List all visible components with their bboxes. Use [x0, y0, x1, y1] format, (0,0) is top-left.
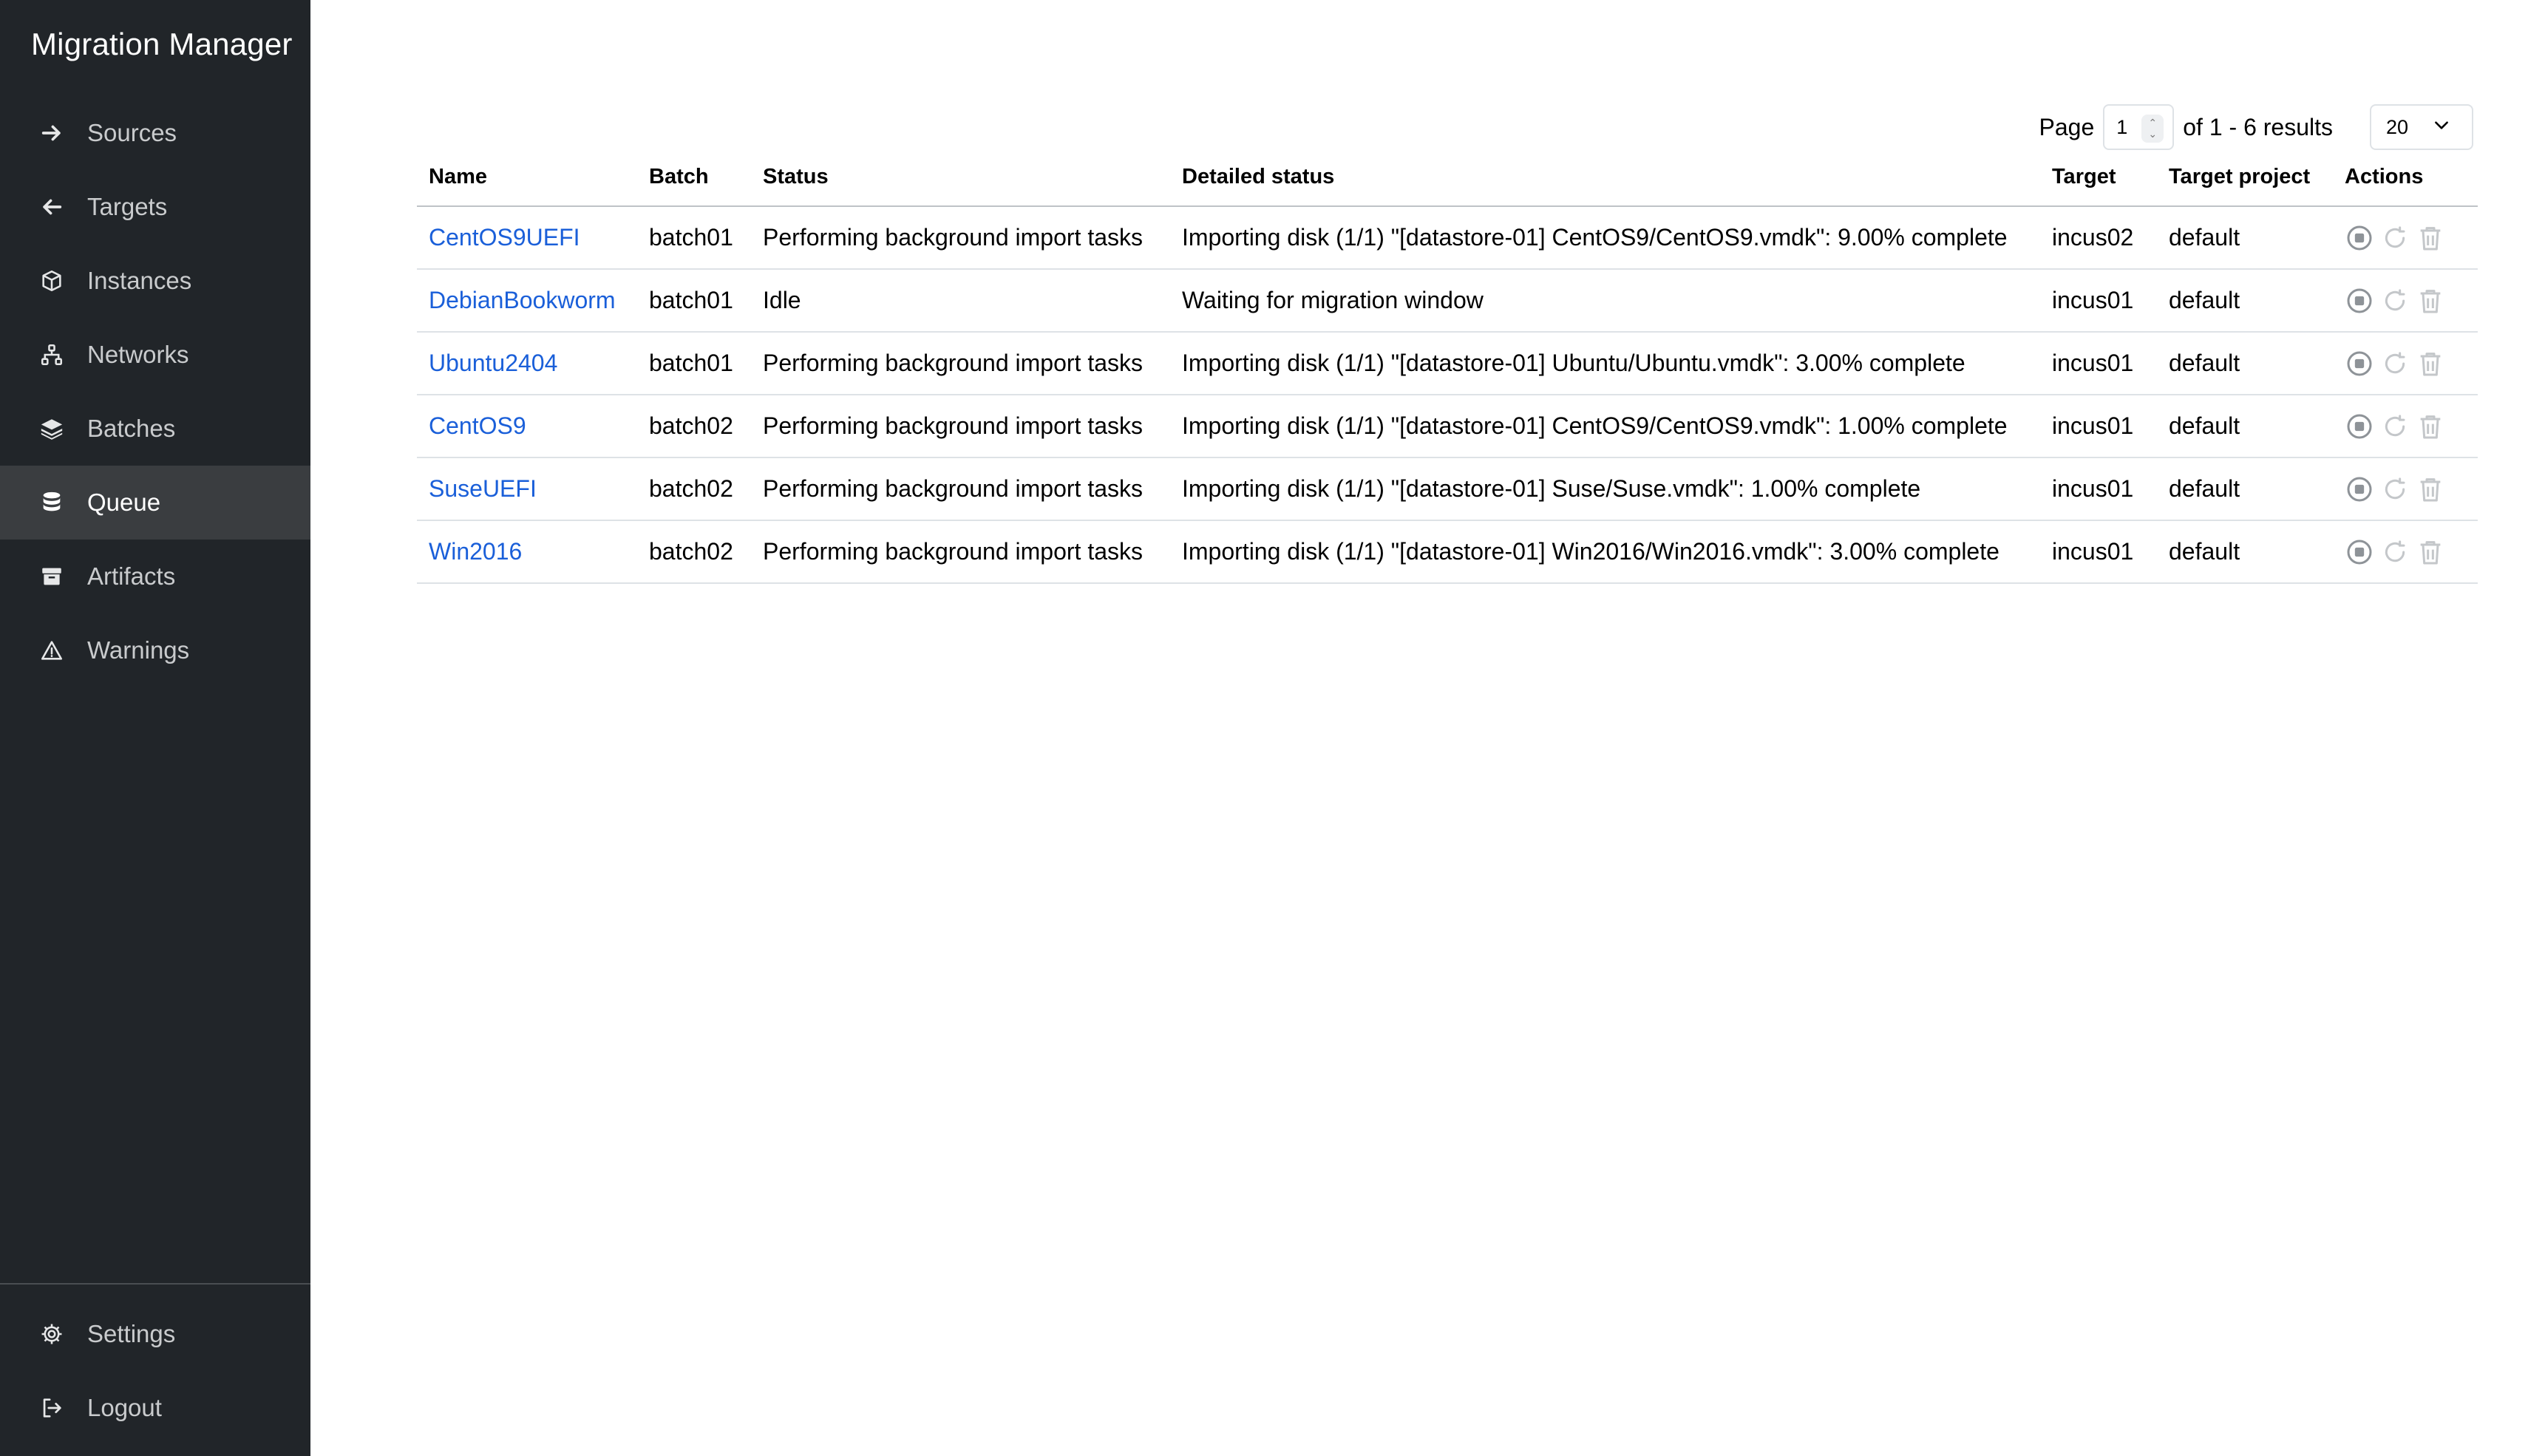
- cell-name: [417, 457, 637, 520]
- pagination: [2039, 103, 2473, 151]
- instance-name-link[interactable]: SuseUEFI: [429, 475, 537, 502]
- cell-batch: batch02: [637, 457, 751, 520]
- sidebar-item-settings[interactable]: [0, 1297, 310, 1371]
- cell-detailed-status: Waiting for migration window: [1170, 269, 2040, 332]
- table-row: [417, 206, 2478, 269]
- trash-icon[interactable]: [2416, 349, 2445, 378]
- sidebar-item-warnings[interactable]: [0, 613, 310, 687]
- stop-icon[interactable]: [2345, 223, 2374, 253]
- sidebar-item-label: Logout: [87, 1394, 162, 1421]
- cell-status: Performing background import tasks: [751, 332, 1170, 395]
- cell-batch: batch01: [637, 269, 751, 332]
- sidebar-item-label: Instances: [87, 267, 192, 294]
- cell-actions: [2333, 206, 2478, 269]
- cell-detailed-status: Importing disk (1/1) "[datastore-01] Ubuntu/Ubuntu.vmdk": 3.00% complete: [1170, 332, 2040, 395]
- cell-detailed-status: Importing disk (1/1) "[datastore-01] CentOS9/CentOS9.vmdk": 1.00% complete: [1170, 395, 2040, 457]
- retry-icon[interactable]: [2380, 286, 2410, 316]
- cell-name: [417, 332, 637, 395]
- cell-batch: batch02: [637, 520, 751, 583]
- table-header-row: [417, 148, 2478, 206]
- sidebar-item-logout[interactable]: [0, 1371, 310, 1445]
- network-icon: [38, 341, 65, 368]
- cell-target-project: default: [2157, 457, 2333, 520]
- cell-target-project: default: [2157, 395, 2333, 457]
- cell-name: [417, 520, 637, 583]
- queue-table: [417, 148, 2478, 584]
- cell-target: incus01: [2040, 332, 2157, 395]
- row-actions: [2345, 474, 2478, 504]
- database-icon: [38, 489, 65, 516]
- trash-icon[interactable]: [2416, 223, 2445, 253]
- cell-target-project: default: [2157, 206, 2333, 269]
- sidebar-item-instances[interactable]: [0, 244, 310, 318]
- sidebar-item-label: Sources: [87, 119, 177, 146]
- cell-actions: [2333, 332, 2478, 395]
- cell-target: incus01: [2040, 520, 2157, 583]
- table-row: [417, 332, 2478, 395]
- cell-name: [417, 269, 637, 332]
- cell-actions: [2333, 269, 2478, 332]
- stop-icon[interactable]: [2345, 286, 2374, 316]
- cell-target-project: default: [2157, 332, 2333, 395]
- row-actions: [2345, 412, 2478, 441]
- instance-name-link[interactable]: Win2016: [429, 538, 523, 565]
- cell-detailed-status: Importing disk (1/1) "[datastore-01] Win2016/Win2016.vmdk": 3.00% complete: [1170, 520, 2040, 583]
- table-row: [417, 269, 2478, 332]
- chevron-down-icon: [2432, 115, 2451, 140]
- arrow-right-icon: [38, 120, 65, 146]
- cell-batch: batch02: [637, 395, 751, 457]
- cell-name: [417, 206, 637, 269]
- instance-name-link[interactable]: Ubuntu2404: [429, 350, 558, 376]
- retry-icon[interactable]: [2380, 537, 2410, 567]
- cell-actions: [2333, 457, 2478, 520]
- cell-detailed-status: Importing disk (1/1) "[datastore-01] CentOS9/CentOS9.vmdk": 9.00% complete: [1170, 206, 2040, 269]
- sidebar-item-batches[interactable]: [0, 392, 310, 466]
- stop-icon[interactable]: [2345, 474, 2374, 504]
- cell-actions: [2333, 520, 2478, 583]
- cell-status: Performing background import tasks: [751, 520, 1170, 583]
- column-header-actions: Actions: [2333, 148, 2478, 206]
- row-actions: [2345, 349, 2478, 378]
- row-actions: [2345, 223, 2478, 253]
- sidebar-item-targets[interactable]: [0, 170, 310, 244]
- column-header-target-project: Target project: [2157, 148, 2333, 206]
- chevron-down-icon: ⌄: [2148, 128, 2158, 140]
- sidebar-divider: [0, 1283, 310, 1285]
- cell-status: Performing background import tasks: [751, 395, 1170, 457]
- cell-name: [417, 395, 637, 457]
- cell-status: Performing background import tasks: [751, 206, 1170, 269]
- trash-icon[interactable]: [2416, 412, 2445, 441]
- archive-icon: [38, 563, 65, 590]
- stop-icon[interactable]: [2345, 349, 2374, 378]
- sidebar-item-label: Batches: [87, 415, 176, 442]
- stop-icon[interactable]: [2345, 537, 2374, 567]
- retry-icon[interactable]: [2380, 474, 2410, 504]
- table-row: [417, 457, 2478, 520]
- cell-target-project: default: [2157, 520, 2333, 583]
- chevron-up-icon: ⌃: [2148, 117, 2158, 129]
- table-row: [417, 520, 2478, 583]
- sidebar-item-label: Artifacts: [87, 562, 176, 590]
- trash-icon[interactable]: [2416, 537, 2445, 567]
- warning-icon: [38, 637, 65, 664]
- page-stepper[interactable]: [2141, 115, 2164, 143]
- box-icon: [38, 268, 65, 294]
- cell-target: incus01: [2040, 395, 2157, 457]
- cell-target: incus02: [2040, 206, 2157, 269]
- sidebar-item-label: Warnings: [87, 636, 190, 664]
- sidebar-item-label: Networks: [87, 341, 189, 368]
- cell-batch: batch01: [637, 206, 751, 269]
- sidebar-item-sources[interactable]: [0, 96, 310, 170]
- cell-target: incus01: [2040, 457, 2157, 520]
- sidebar-item-queue[interactable]: [0, 466, 310, 540]
- instance-name-link[interactable]: DebianBookworm: [429, 287, 616, 313]
- sidebar-item-networks[interactable]: [0, 318, 310, 392]
- column-header-target: Target: [2040, 148, 2157, 206]
- sidebar-item-label: Settings: [87, 1320, 176, 1347]
- logout-icon: [38, 1395, 65, 1421]
- per-page-value: 20: [2386, 115, 2409, 138]
- app-title: Migration Manager: [31, 27, 293, 61]
- layers-icon: [38, 415, 65, 442]
- instance-name-link[interactable]: CentOS9: [429, 412, 526, 439]
- arrow-left-icon: [38, 194, 65, 220]
- retry-icon[interactable]: [2380, 223, 2410, 253]
- cell-target: incus01: [2040, 269, 2157, 332]
- cell-batch: batch01: [637, 332, 751, 395]
- sidebar-item-label: Targets: [87, 193, 168, 220]
- sidebar: [0, 0, 310, 1456]
- gear-icon: [38, 1321, 65, 1347]
- sidebar-bottom-nav: [0, 1297, 310, 1445]
- cell-status: Idle: [751, 269, 1170, 332]
- retry-icon[interactable]: [2380, 349, 2410, 378]
- cell-detailed-status: Importing disk (1/1) "[datastore-01] Suse/Suse.vmdk": 1.00% complete: [1170, 457, 2040, 520]
- cell-status: Performing background import tasks: [751, 457, 1170, 520]
- trash-icon[interactable]: [2416, 286, 2445, 316]
- per-page-select[interactable]: [2370, 104, 2473, 150]
- stop-icon[interactable]: [2345, 412, 2374, 441]
- column-header-batch: Batch: [637, 148, 751, 206]
- page-label: Page: [2039, 113, 2095, 140]
- sidebar-item-label: Queue: [87, 489, 161, 516]
- sidebar-item-artifacts[interactable]: [0, 540, 310, 613]
- page-number-value: 1: [2116, 115, 2128, 138]
- table-row: [417, 395, 2478, 457]
- sidebar-nav: [0, 96, 310, 687]
- column-header-name: Name: [417, 148, 637, 206]
- row-actions: [2345, 537, 2478, 567]
- cell-target-project: default: [2157, 269, 2333, 332]
- retry-icon[interactable]: [2380, 412, 2410, 441]
- results-count: of 1 - 6 results: [2183, 113, 2333, 140]
- column-header-detailed-status: Detailed status: [1170, 148, 2040, 206]
- trash-icon[interactable]: [2416, 474, 2445, 504]
- cell-actions: [2333, 395, 2478, 457]
- instance-name-link[interactable]: CentOS9UEFI: [429, 224, 580, 251]
- row-actions: [2345, 286, 2478, 316]
- page-number-input[interactable]: [2103, 104, 2174, 150]
- column-header-status: Status: [751, 148, 1170, 206]
